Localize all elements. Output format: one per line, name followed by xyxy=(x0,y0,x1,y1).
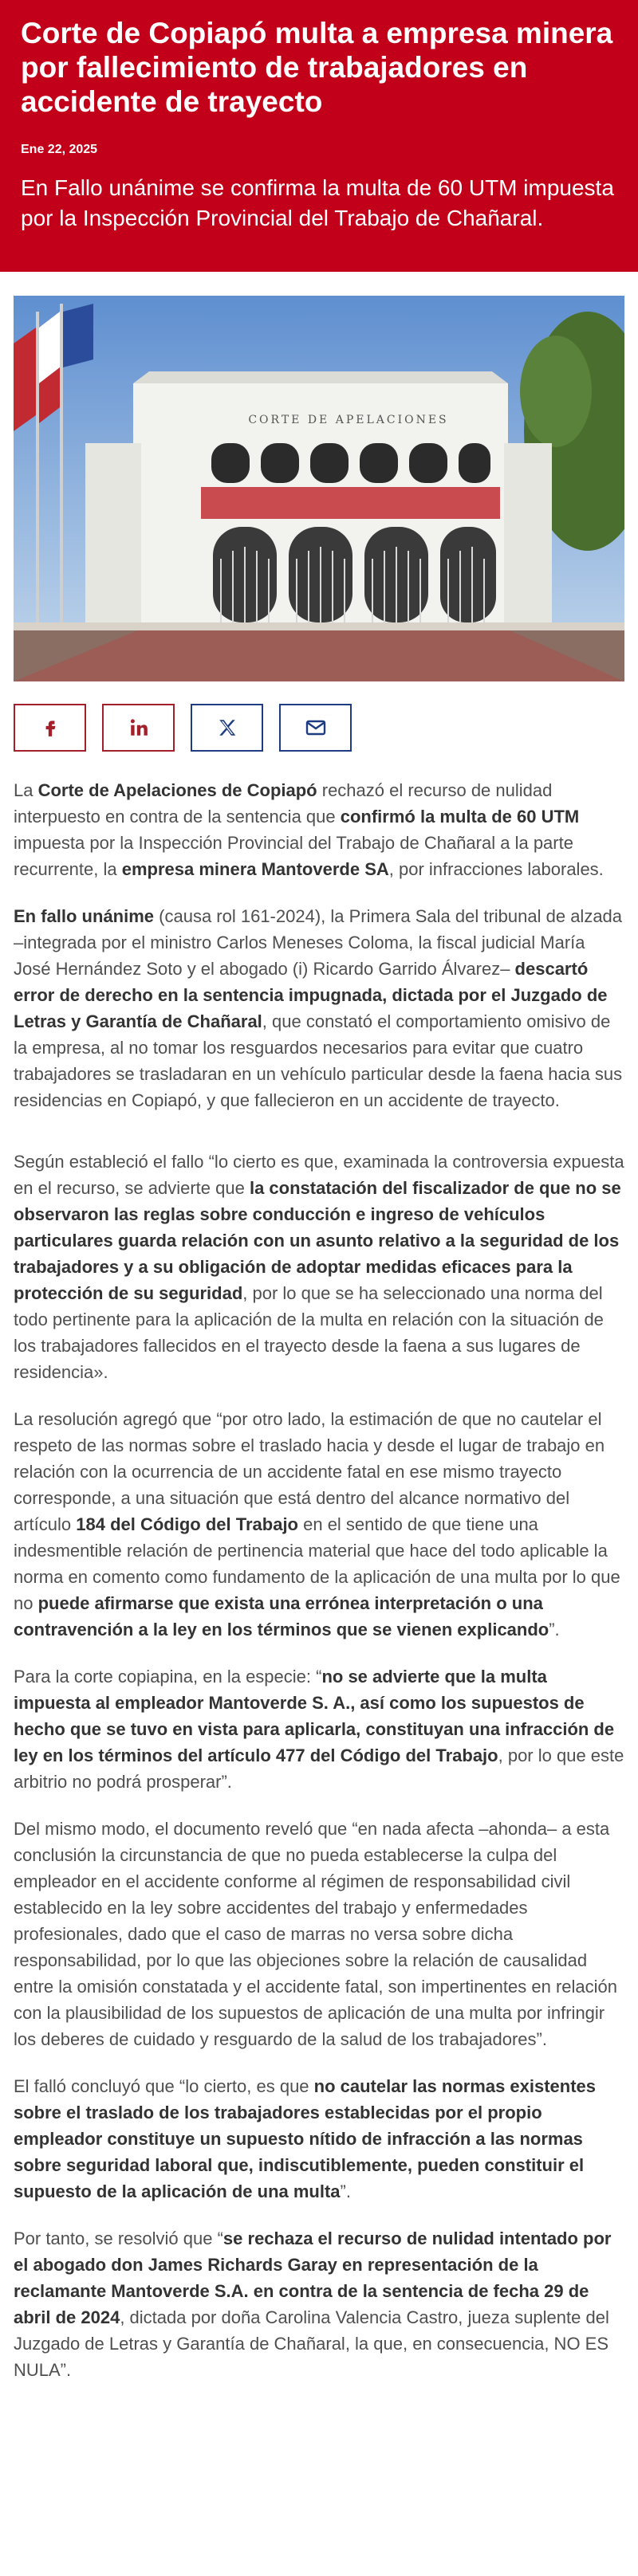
bold-span: Corte de Apelaciones de Copiapó xyxy=(37,780,317,800)
paragraph-7 xyxy=(14,2073,624,2205)
bold-span: la constatación del fiscalizador de que no se observaron las reglas sobre conducción e ingreso de vehículos particulares guarda relación con un asunto relativo a la seguridad de los trabajadores y a su obligación de adoptar medidas eficaces para la protección de su seguridad xyxy=(14,1178,621,1303)
text-span: , por lo que se ha seleccionado una norma del todo pertinente para la aplicación de la multa en relación con la situación de los trabajadores fallecidos en el trayecto desde la faena a sus lugares de residencia». xyxy=(14,1283,604,1382)
paragraph-8 xyxy=(14,2225,624,2383)
text-span: Para la corte copiapina, en la especie: “ xyxy=(14,1667,322,1687)
paragraph-6 xyxy=(14,1816,624,2052)
facebook-icon xyxy=(40,717,61,738)
text-span: La resolución agregó que “por otro lado, la estimación de que no cautelar el respeto de las normas sobre el traslado hacia y desde el lugar de trabajo en relación con la ocurrencia de un accidente fatal en ese mismo trayecto corresponde, a una situación que está dentro del alcance normativo del artículo xyxy=(14,1409,605,1534)
bold-span: no se advierte que la multa impuesta al empleador Mantoverde S. A., así como los supuestos de hecho que se tuvo en vista para aplicarla, constituyan una infracción de ley en los términos del artículo 477 del Código del Trabajo xyxy=(14,1667,615,1765)
paragraph-2 xyxy=(14,903,624,1113)
share-linkedin-button[interactable] xyxy=(102,704,175,752)
x-icon xyxy=(217,717,238,738)
share-email-button[interactable] xyxy=(279,704,352,752)
email-icon xyxy=(305,718,327,737)
linkedin-icon xyxy=(128,717,149,738)
text-span: rechazó el recurso de nulidad interpuesto en contra de la sentencia que xyxy=(14,780,553,827)
paragraph-1 xyxy=(14,777,624,882)
text-span: (causa rol 161-2024), la Primera Sala del tribunal de alzada –integrada por el ministro Carlos Meneses Coloma, la fiscal judicial María José Hernández Soto y el abogado (i) Ricardo Garrido Álvarez– xyxy=(14,906,623,979)
court-building-illustration xyxy=(14,296,624,681)
text-span: , por infracciones laborales. xyxy=(388,859,604,879)
text-span: ”. xyxy=(549,1620,560,1639)
text-span: , que constató el comportamiento omisivo de la empresa, al no tomar los resguardos necesarios para evitar que cuatro trabajadores se trasladaran en un vehículo particular desde la faena hacia sus residencias en Copiapó, y que fallecieron en un accidente de trayecto. xyxy=(14,1011,623,1110)
share-bar xyxy=(14,704,638,752)
bold-span: no cautelar las normas existentes sobre el traslado de los trabajadores establecidas por el propio empleador constituye un supuesto nítido de infracción a las normas sobre seguridad laboral que, indiscutiblemente, pueden constituir el supuesto de la aplicación de una multa xyxy=(14,2076,597,2201)
article-subtitle: En Fallo unánime se confirma la multa de 60 UTM impuesta por la Inspección Provincial del Trabajo de Chañaral. xyxy=(21,175,614,230)
bold-span: empresa minera Mantoverde SA xyxy=(121,859,389,879)
text-span: Del mismo modo, el documento reveló que “en nada afecta –ahonda– a esta conclusión la circunstancia de que no pueda establecerse la culpa del empleador en el accidente conforme al régimen de responsabilidad civil establecido en la ley sobre accidentes del trabajo y enfermedades profesionales, dado que el caso de marras no versa sobre dicha responsabilidad, por lo que las objeciones sobre la relación de causalidad entre la omisión constatada y el accidente fatal, son impertinentes en relación con la plausibilidad de los supuestos de aplicación de una multa por infringir los deberes de cuidado y resguardo de la salud de los trabajadores”. xyxy=(14,1819,617,2049)
paragraph-5 xyxy=(14,1663,624,1795)
hero-image xyxy=(14,296,624,681)
text-span: El falló concluyó que “lo cierto, es que xyxy=(14,2076,314,2096)
bold-span: puede afirmarse que exista una errónea interpretación o una contravención a la ley en los términos que se vienen explicando xyxy=(14,1593,549,1639)
bold-span: En fallo unánime xyxy=(14,906,155,926)
article-title: Corte de Copiapó multa a empresa minera por fallecimiento de trabajadores en accidente de trayecto xyxy=(21,17,613,118)
text-span: La xyxy=(14,780,38,800)
bold-span: confirmó la multa de 60 UTM xyxy=(340,807,580,827)
text-span: Según estableció el fallo “lo cierto es que, examinada la controversia expuesta en el recurso, se advierte que xyxy=(14,1152,624,1198)
court-sign-text: CORTE DE APELACIONES xyxy=(248,414,449,426)
article-header xyxy=(0,0,638,272)
text-span: en el sentido de que tiene una indesmentible relación de pertinencia material que hace del todo aplicable la norma en comento como fundamento de la aplicación de una multa por lo que no xyxy=(14,1514,620,1613)
share-x-button[interactable] xyxy=(191,704,263,752)
text-span: impuesta por la Inspección Provincial del Trabajo de Chañaral a la parte recurrente, la xyxy=(14,833,573,879)
share-facebook-button[interactable] xyxy=(14,704,86,752)
text-span: Por tanto, se resolvió que “ xyxy=(14,2228,223,2248)
bold-span: descartó error de derecho en la sentencia impugnada, dictada por el Juzgado de Letras y Garantía de Chañaral xyxy=(14,959,608,1031)
paragraph-4 xyxy=(14,1406,624,1643)
text-span: , por lo que este arbitrio no podrá prosperar”. xyxy=(14,1745,624,1792)
article-body xyxy=(0,777,638,2383)
text-span: ”. xyxy=(340,2181,351,2201)
bold-span: 184 del Código del Trabajo xyxy=(76,1514,298,1534)
bold-span: se rechaza el recurso de nulidad intentado por el abogado don James Richards Garay en representación de la reclamante Mantoverde S.A. en contra de la sentencia de fecha 29 de abril de 2024 xyxy=(14,2228,612,2327)
paragraph-3 xyxy=(14,1149,624,1385)
text-span: , dictada por doña Carolina Valencia Castro, jueza suplente del Juzgado de Letras y Garantía de Chañaral, la que, en consecuencia, NO ES NULA”. xyxy=(14,2307,609,2380)
publish-date: Ene 22, 2025 xyxy=(21,143,98,156)
